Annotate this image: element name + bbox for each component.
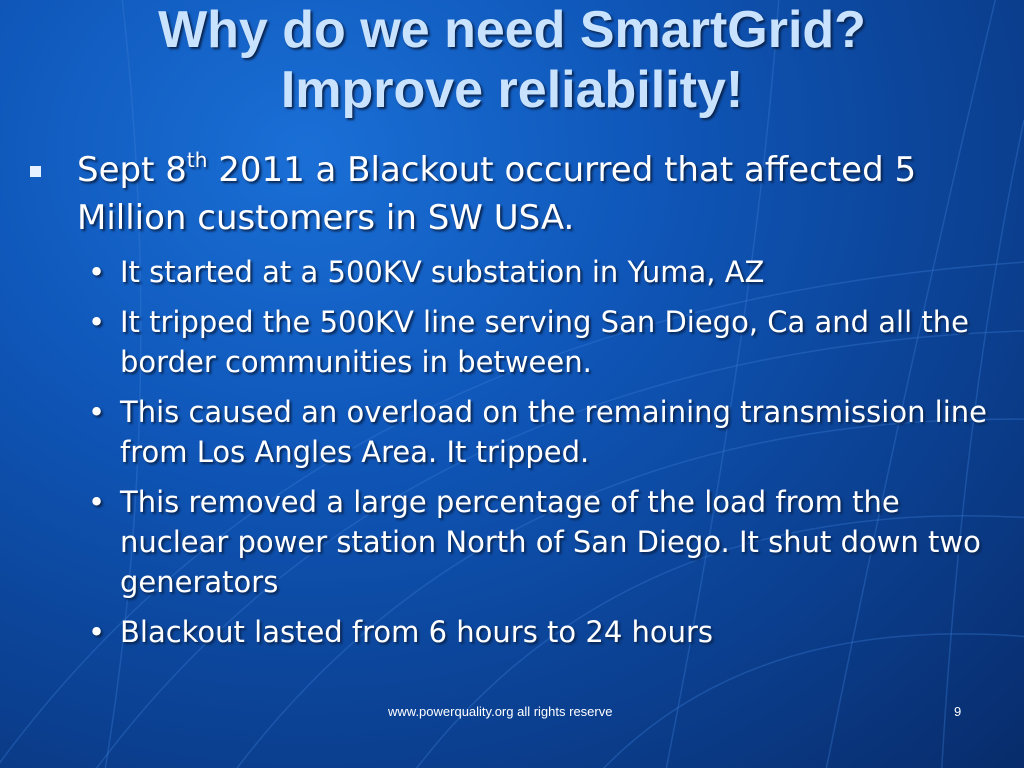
sub-bullet-text: Blackout lasted from 6 hours to 24 hours — [120, 615, 714, 649]
main-bullet-suffix: 2011 a Blackout occurred that affected 5 Million customers in SW USA. — [77, 150, 917, 238]
bullet-dot-icon: • — [88, 395, 106, 429]
main-bullet-superscript: th — [186, 148, 208, 172]
sub-bullet-text: This removed a large percentage of the load from the nuclear power station North of San Diego. It shut down two generators — [120, 485, 981, 599]
sub-bullet — [88, 252, 1000, 292]
sub-bullet-text: It tripped the 500KV line serving San Diego, Ca and all the border communities in between. — [120, 305, 969, 379]
sub-bullet — [88, 392, 1000, 472]
sub-bullet-text: It started at a 500KV substation in Yuma, AZ — [120, 255, 765, 289]
page-number: 9 — [954, 704, 962, 719]
bullet-dot-icon: • — [88, 305, 106, 339]
slide-footer: www.powerquality.org all rights reserve — [388, 704, 613, 719]
sub-bullet — [88, 482, 1000, 602]
bullet-dot-icon: • — [88, 615, 106, 649]
sub-bullet — [88, 612, 1000, 652]
bullet-dot-icon: • — [88, 255, 106, 289]
square-bullet-icon — [30, 166, 41, 177]
bullet-dot-icon: • — [88, 485, 106, 519]
main-bullet-text — [77, 146, 1000, 242]
sub-bullet-list — [30, 252, 1000, 652]
sub-bullet-text: This caused an overload on the remaining transmission line from Los Angles Area. It tripped. — [120, 395, 987, 469]
title-line-1: Why do we need SmartGrid? — [158, 1, 866, 59]
sub-bullet — [88, 302, 1000, 382]
slide-body — [30, 146, 1000, 662]
title-line-2: Improve reliability! — [280, 61, 744, 119]
main-bullet-prefix: Sept 8 — [77, 150, 187, 190]
slide-title — [0, 0, 1024, 120]
main-bullet — [30, 146, 1000, 242]
